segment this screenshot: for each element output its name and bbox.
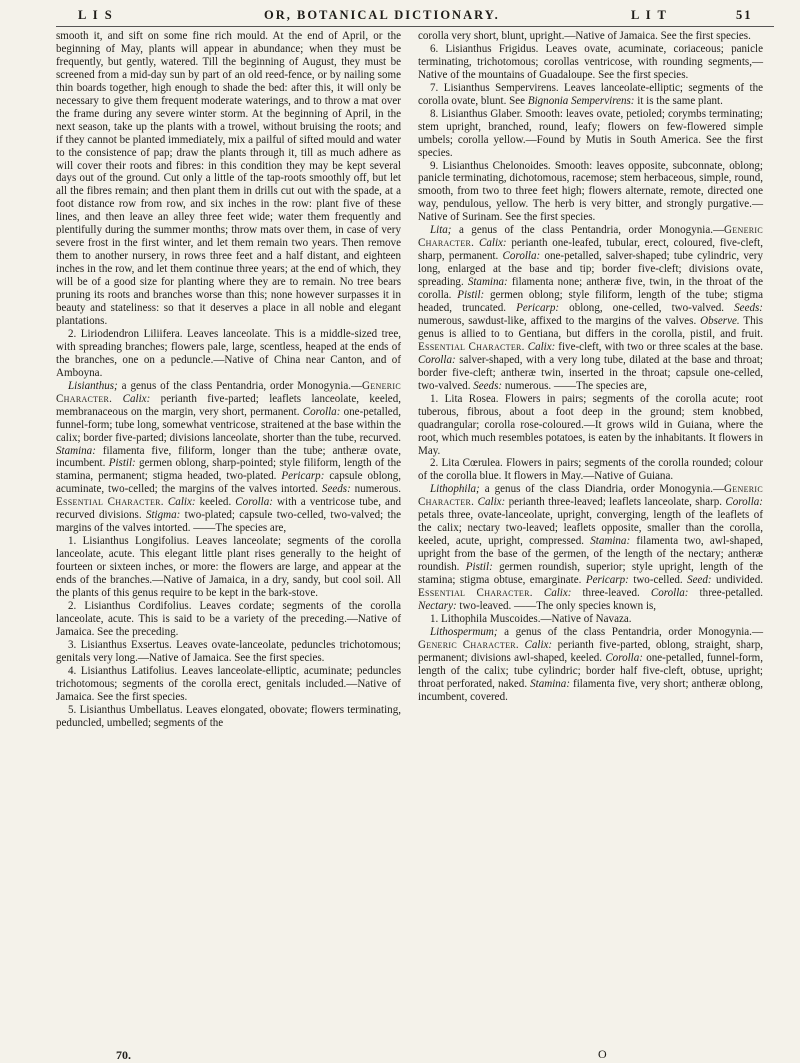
signature-mark-left: 70.: [116, 1048, 131, 1062]
species-entry: 7. Lisianthus Sempervirens. Leaves lanceolate-elliptic; segments of the corolla ovate, blunt. See Bignonia Sempervirens: it is the same plant.: [418, 81, 763, 107]
species-entry: 9. Lisianthus Chelonoides. Smooth: leaves opposite, subconnate, oblong; panicle terminating, dichotomous, racemose; stem herbaceous, simple, round, smooth, from two to three feet high; flowers alternate, remote, directed one way, pendulous, yellow. The herb is very bitter, and strongly purgative.—Native of Surinam. See the first species.: [418, 159, 763, 224]
species-entry-continued: corolla very short, blunt, upright.—Native of Jamaica. See the first species.: [418, 30, 751, 42]
entry-lita-genus: Lita; a genus of the class Pentandria, order Monogynia.—Generic Character. Calix: perianth one-leafed, tubular, erect, coloured, five-cleft, sharp, permanent. Corolla: one-petalled, salver-shaped; tube cylindric, very long, enlarged at the base and tip; border five-cleft; divisions ovate, spreading. Stamina: filamenta none; antheræ five, twin, in the throat of the corolla. Pistil: germen oblong; style filiform, length of the tube; stigma headed, truncated. Pericarp: oblong, one-celled, two-valved. Seeds: numerous, sawdust-like, affixed to the margins of the valves. Observe. This genus is allied to to Gentiana, but differs in the corolla, pistil, and fruit. Essential Character. Calix: five-cleft, with two or three scales at the base. Corolla: salver-shaped, with a very long tube, dilated at the base and throat; border five-cleft; antheræ twin, inserted in the throat; capsule one-celled, two-valved. Seeds: numerous. ——The species are,: [418, 224, 764, 392]
species-entry: 5. Lisianthus Umbellatus. Leaves elongated, obovate; flowers terminating, peduncled, umbelled; segments of the: [56, 703, 401, 729]
genus-name: Lithospermum;: [430, 625, 498, 638]
header-left-guideword: L I S: [78, 8, 114, 22]
species-entry: 4. Lisianthus Latifolius. Leaves lanceolate-elliptic, acuminate; peduncles trichotomous; segments of the corolla erect, genitals included.—Native of Jamaica. See the first species.: [56, 664, 401, 703]
header-rule: [56, 26, 774, 27]
genus-name: Lithophila;: [430, 483, 480, 496]
entry-liriodendron-liliifera: 2. Liriodendron Liliifera. Leaves lanceolate. This is a middle-sized tree, with spreading branches; flowers pale, large, scentless, heaped at the ends of the branches, one on a peduncle.—Native of China near Canton, and of Amboyna.: [56, 327, 401, 379]
species-entry: 2. Lisianthus Cordifolius. Leaves cordate; segments of the corolla lanceolate, acute. This is said to be a variety of the preceding.—Native of Jamaica. See the preceding.: [56, 599, 401, 638]
genus-name: Lisianthus;: [68, 379, 118, 392]
species-entry: 6. Lisianthus Frigidus. Leaves ovate, acuminate, coriaceous; panicle terminating, trichotomous; corollas ventricose, with rounding segments,—Native of the mountains of Guadaloupe. See the first species.: [418, 42, 763, 81]
genus-name: Lita;: [430, 224, 452, 237]
running-header: [56, 4, 756, 26]
species-entry: 1. Lita Rosea. Flowers in pairs; segments of the corolla acute; root tuberous, fibrous, about a foot deep in the ground; stem knobbed, quadrangular; corolla rose-coloured.—It grows wild in Guiana, where the root, which much resembles potatoes, is eaten by the inhabitants. It flowers in May.: [418, 392, 763, 457]
paragraph-liriodendron-cultivation: smooth it, and sift on some fine rich mould. At the end of April, or the beginning of May, plants will appear in abundance; when they must be frequently, but gently, watered. Till the beginning of August, they must be screened from a mid-day sun by part of an old reed-fence, or by nailing some thin boards together, high enough to shade the bed: after this, it will only be necessary to give them frequent moderate waterings, and to throw a mat over the frame during any severe winter storm. At the beginning of April, in the next season, take up the plants with a trowel, without bruising the roots; and if they cannot be planted immediately, mix a pailful of sifted mould and water to the consistence of pap; draw the plants through it, till as much adhere as will cover their roots and fibres: in this condition they may be kept several days out of the ground. Cut only a little of the tap-roots smoothly off, but let all the fibres remain; and then plant them in drills cut out with the spade, at a foot distance row from row, and six inches in the row: plant five of these lines, and then leave an alley three feet wide; water them frequently and plentifully during the summer months; throw mats over them, in case of very severe frost in the first winter, and let them remain two years. Then remove them to another nursery, in rows three feet and a half distant, and eighteen inches in the row, and let them continue three years; at the end of which, they will be of a good size for planting where they are to remain. No tree bears pruning its roots and branches worse than this; none however surpasses it in beauty and stateliness: so that it deserves a place in all noble and elegant plantations.: [56, 30, 401, 327]
species-entry: 1. Lisianthus Longifolius. Leaves lanceolate; segments of the corolla lanceolate, acute. This elegant little plant rises generally to the height of fourteen or sixteen inches, or more: the flowers are large, and appear at the ends of the branches.—Native of Jamaica, in a dry, sandy, but cool soil. All the plants of this genus require to be kept in the bark-stove.: [56, 535, 401, 599]
right-column: [418, 30, 763, 704]
entry-lithophila-genus: Lithophila; a genus of the class Diandria, order Monogynia.—Generic Character. Calix: perianth three-leaved; leaflets lanceolate, sharp. Corolla: petals three, ovate-lanceolate, upright, converging, length of the leaflets of the calix; nectary two-leaved; leaflets opposite, smaller than the corolla, keeled, acute, upright, compressed. Stamina: filamenta two, awl-shaped, upright from the base of the germen, of the length of the nectary; antheræ roundish. Pistil: germen roundish, superior; style upright, length of the stamina; stigma obtuse, emarginate. Pericarp: two-celled. Seed: undivided. Essential Character. Calix: three-leaved. Corolla: three-petalled. Nectary: two-leaved. ——The only species known is,: [418, 483, 764, 612]
species-entry: 3. Lisianthus Exsertus. Leaves ovate-lanceolate, peduncles trichotomous; genitals very long.—Native of Jamaica. See the first species.: [56, 638, 401, 664]
entry-lithospermum-genus: Lithospermum; a genus of the class Pentandria, order Monogynia.—Generic Character. Calix: perianth five-parted, oblong, straight, sharp, permanent; divisions awl-shaped, keeled. Corolla: one-petalled, funnel-form, length of the calix; tube cylindric; border half five-cleft, obtuse, upright; throat perforated, naked. Stamina: filamenta five, very short; antheræ oblong, incumbent, covered.: [418, 625, 763, 703]
species-entry: 2. Lita Cœrulea. Flowers in pairs; segments of the corolla rounded; colour of the corolla blue. It flowers in May.—Native of Guiana.: [418, 457, 763, 483]
species-entry: 8. Lisianthus Glaber. Smooth: leaves ovate, petioled; corymbs terminating; stem upright, branched, round, leafy; flowers on few-flowered simple umbels; corolla yellow.—Found by Mutis in South America. See the first species.: [418, 107, 763, 159]
entry-lisianthus-genus: Lisianthus; a genus of the class Pentandria, order Monogynia.—Generic Character. Calix: perianth five-parted; leaflets lanceolate, keeled, membranaceous on the margin, very short, permanent. Corolla: one-petalled, funnel-form; tube long, somewhat ventricose, straitened at the base within the calix; border five-parted; divisions lanceolate, shorter than the tube, recurved. Stamina: filamenta five, filiform, longer than the tube; antheræ ovate, incumbent. Pistil: germen oblong, sharp-pointed; style filiform, length of the stamina, permanent; stigma headed, two-plated. Pericarp: capsule oblong, acuminate, two-celled; the margins of the valves intorted. Seeds: numerous. Essential Character. Calix: keeled. Corolla: with a ventricose tube, and recurved divisions. Stigma: two-plated; capsule two-celled, two-valved; the margins of the valves intorted. ——The species are,: [56, 379, 402, 535]
page-number: 51: [736, 8, 753, 22]
left-column: [56, 30, 401, 729]
header-right-guideword: L I T: [631, 8, 668, 22]
signature-mark-right: O: [598, 1047, 607, 1061]
header-title: OR, BOTANICAL DICTIONARY.: [264, 8, 500, 22]
species-entry: 1. Lithophila Muscoides.—Native of Navaza.: [430, 612, 632, 625]
